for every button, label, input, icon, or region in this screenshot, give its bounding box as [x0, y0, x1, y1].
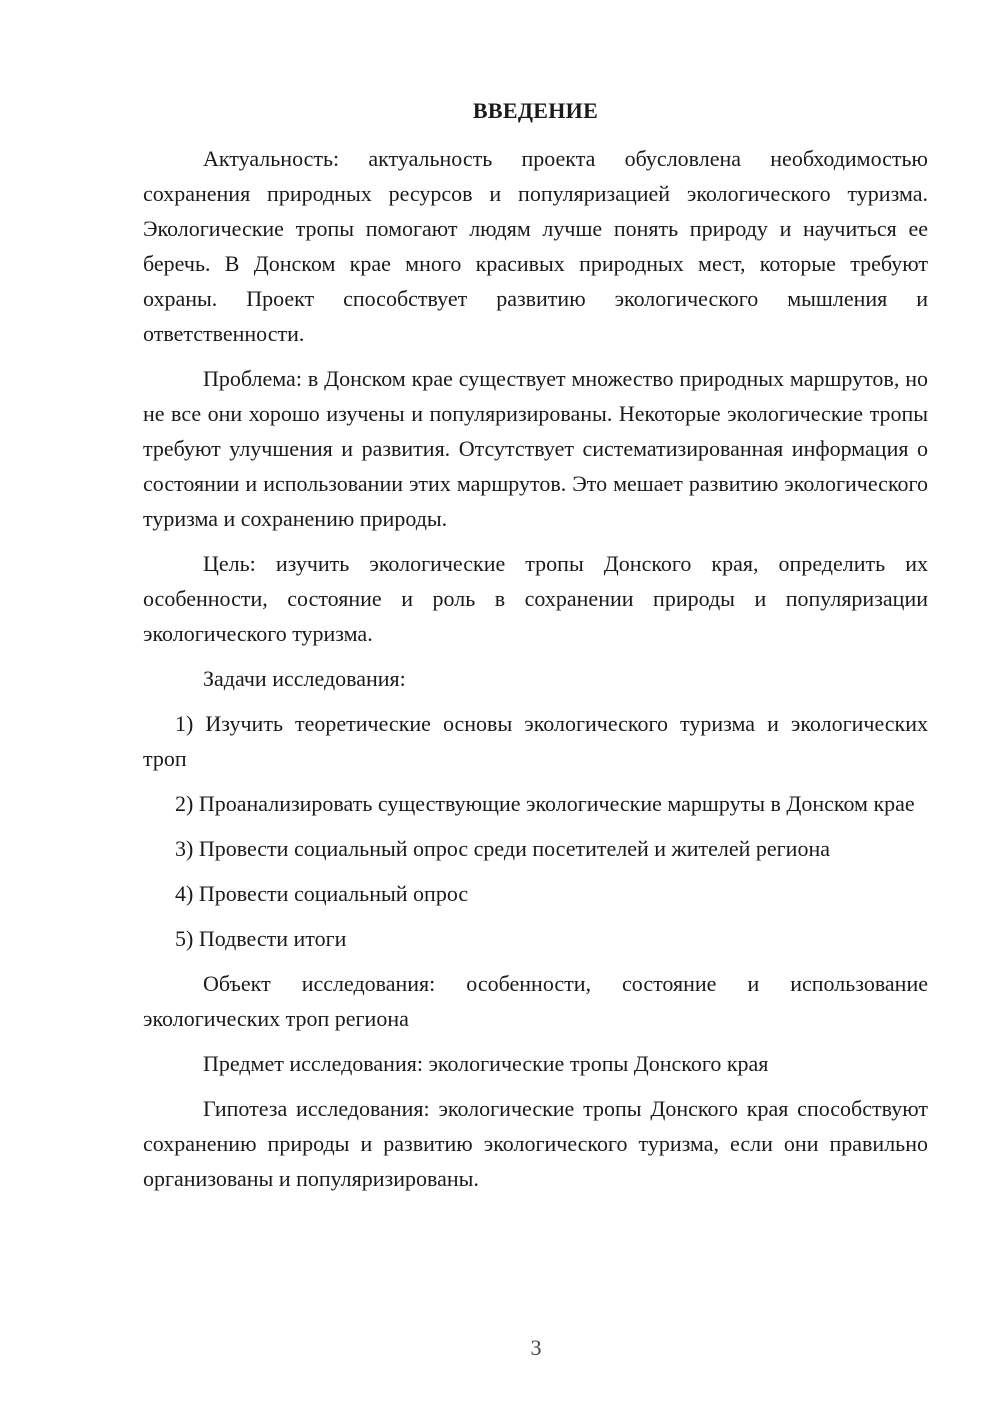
paragraph-goal: Цель: изучить экологические тропы Донского края, определить их особенности, состояние и роль в сохранении природы и популяризации экологического туризма. [143, 551, 928, 646]
task-item: 3) Провести социальный опрос среди посетителей и жителей региона [175, 836, 830, 861]
task-item: 2) Проанализировать существующие экологические маршруты в Донском крае [175, 791, 915, 816]
page-content [143, 96, 928, 1206]
task-item: 4) Провести социальный опрос [175, 881, 469, 906]
task-item: 5) Подвести итоги [175, 926, 347, 951]
paragraph-problem: Проблема: в Донском крае существует множество природных маршрутов, но не все они хорошо изучены и популяризированы. Некоторые экологические тропы требуют улучшения и развития. Отсутствует систематизированная информация о состоянии и использовании этих маршрутов. Это мешает развитию экологического туризма и сохранению природы. [143, 366, 928, 531]
section-heading: ВВЕДЕНИЕ [472, 98, 599, 123]
task-item: 1) Изучить теоретические основы экологического туризма и экологических троп [143, 711, 928, 771]
paragraph-relevance: Актуальность: актуальность проекта обусловлена необходимостью сохранения природных ресурсов и популяризацией экологического туризма. Экологические тропы помогают людям лучше понять природу и научиться ее беречь. В Донском крае много красивых природных мест, которые требуют охраны. Проект способствует развитию экологического мышления и ответственности. [143, 146, 928, 346]
paragraph-tasks-title: Задачи исследования: [203, 666, 406, 691]
paragraph-hypothesis: Гипотеза исследования: экологические тропы Донского края способствуют сохранению природы и развитию экологического туризма, если они правильно организованы и популяризированы. [143, 1096, 928, 1191]
paragraph-subject: Предмет исследования: экологические тропы Донского края [203, 1051, 769, 1076]
paragraph-object: Объект исследования: особенности, состояние и использование экологических троп региона [143, 971, 928, 1031]
page-number: 3 [530, 1335, 542, 1360]
